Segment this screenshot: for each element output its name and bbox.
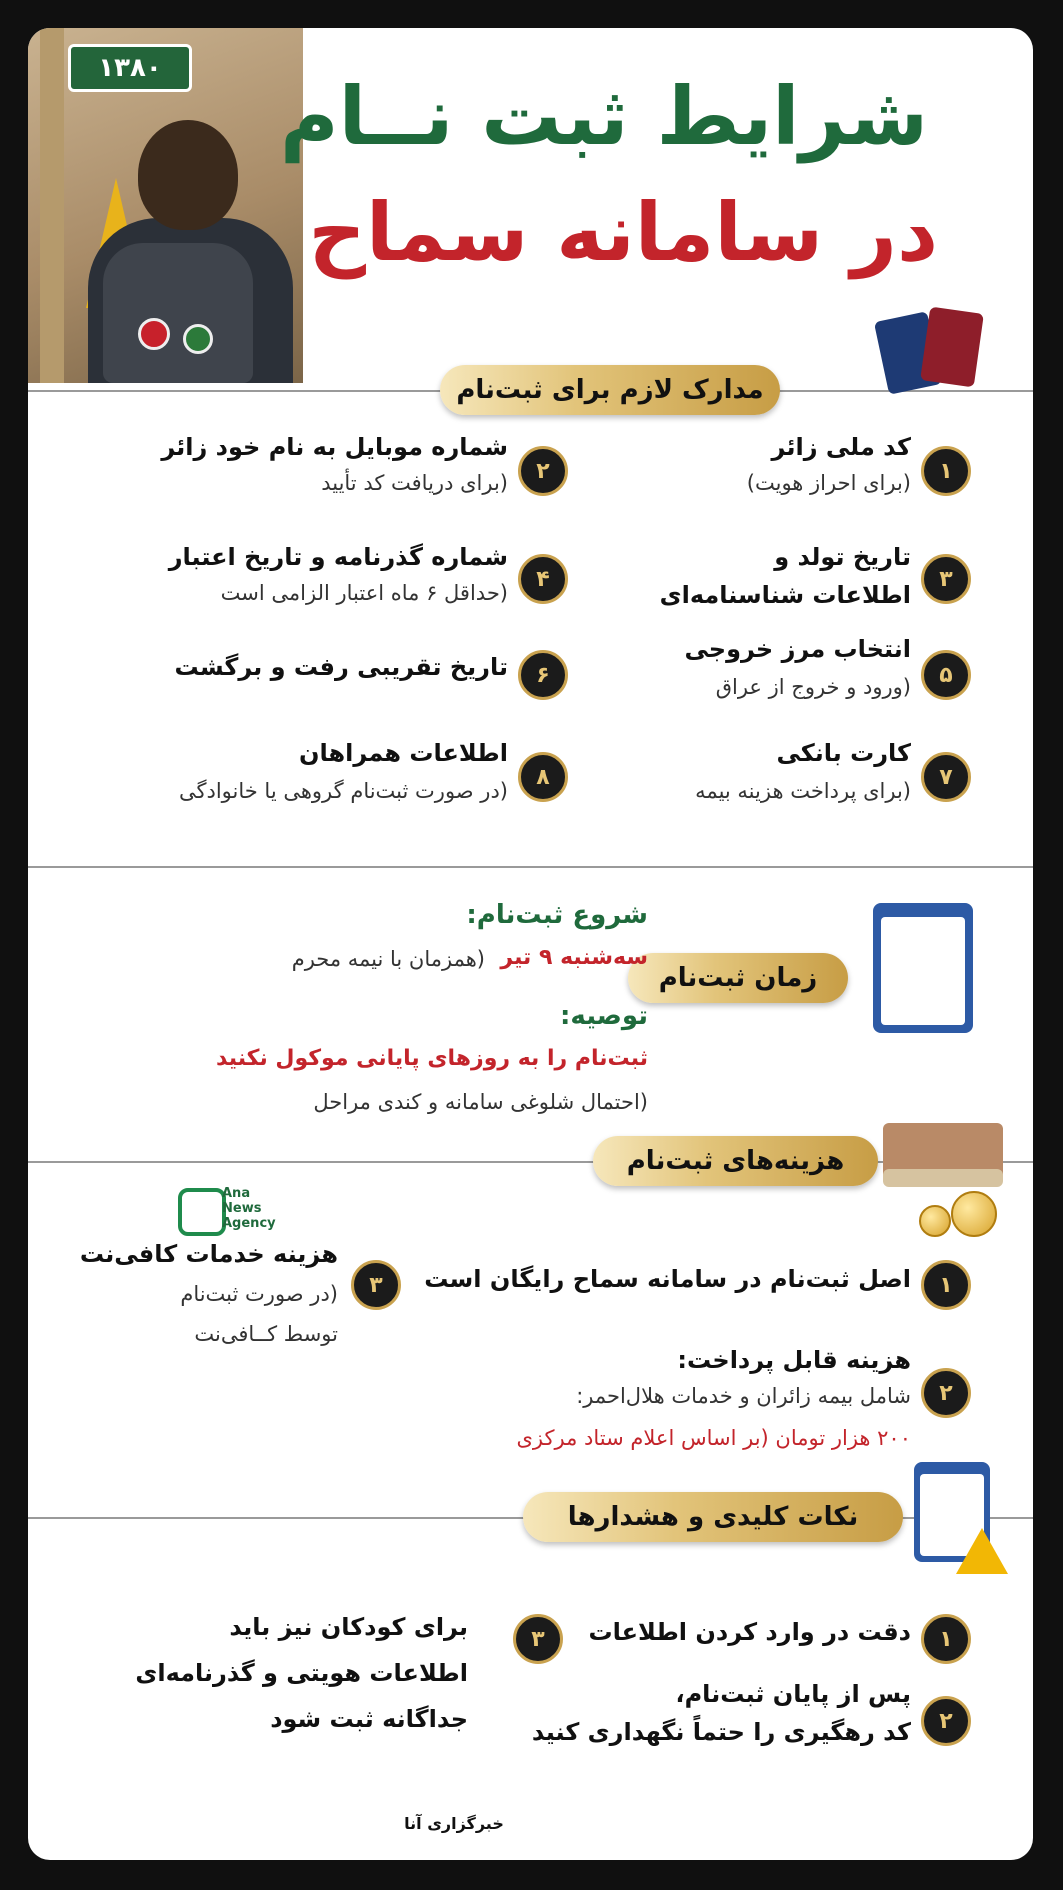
timing-start-date: سه‌شنبه ۹ تیر bbox=[500, 945, 648, 970]
tip-item-3-title: برای کودکان نیز باید bbox=[229, 1613, 468, 1641]
tip-badge-2: ۲ bbox=[921, 1696, 971, 1746]
timing-advice-text: ثبت‌نام را به روزهای پایانی موکول نکنید bbox=[216, 1046, 648, 1071]
tip-item-2-title2: کد رهگیری را حتماً نگهداری کنید bbox=[531, 1718, 911, 1746]
title-line-1: شرایط ثبت نــام bbox=[279, 70, 928, 163]
doc-item-2-sub: (برای دریافت کد تأیید bbox=[321, 471, 508, 495]
pilgrim-head bbox=[138, 120, 238, 230]
doc-item-7-sub: (برای پرداخت هزینه بیمه bbox=[695, 779, 911, 803]
ana-logo-icon bbox=[178, 1188, 226, 1236]
doc-item-2-title: شماره موبایل به نام خود زائر bbox=[161, 433, 508, 461]
doc-item-7-title: کارت بانکی bbox=[776, 739, 911, 767]
tip-badge-3: ۳ bbox=[513, 1614, 563, 1664]
hero-photo bbox=[28, 28, 303, 383]
doc-badge-5: ۵ bbox=[921, 650, 971, 700]
tip-item-2-title: پس از پایان ثبت‌نام، bbox=[675, 1680, 911, 1708]
backpack-pin-green bbox=[183, 324, 213, 354]
doc-badge-3: ۳ bbox=[921, 554, 971, 604]
doc-item-5-title: انتخاب مرز خروجی bbox=[684, 635, 911, 663]
ana-logo-text: Ana News Agency bbox=[222, 1186, 276, 1231]
cost-item-3-title: هزینه خدمات کافی‌نت bbox=[79, 1240, 338, 1268]
timing-heading: زمان ثبت‌نام bbox=[628, 953, 848, 1003]
timing-start-note: (همزمان با نیمه محرم bbox=[291, 947, 485, 971]
title-line-2: در سامانه سماح bbox=[308, 186, 938, 279]
doc-item-8-sub: (در صورت ثبت‌نام گروهی یا خانوادگی bbox=[178, 779, 508, 803]
backpack-pin-red bbox=[138, 318, 170, 350]
cost-item-2-title: هزینه قابل پرداخت: bbox=[677, 1346, 911, 1374]
tips-heading: نکات کلیدی و هشدارها bbox=[523, 1492, 903, 1542]
doc-item-1-sub: (برای احراز هویت) bbox=[746, 471, 911, 495]
doc-badge-6: ۶ bbox=[518, 650, 568, 700]
doc-item-8-title: اطلاعات همراهان bbox=[299, 739, 508, 767]
clipboard-form-icon bbox=[863, 893, 993, 1043]
tip-item-3-title2: اطلاعات هویتی و گذرنامه‌ای bbox=[135, 1659, 468, 1687]
footer-agency-label: خبرگزاری آنا bbox=[392, 1806, 516, 1840]
doc-item-6-title: تاریخ تقریبی رفت و برگشت bbox=[174, 653, 508, 681]
tip-item-3-title3: جداگانه ثبت شود bbox=[270, 1705, 468, 1733]
tip-item-1-title: دقت در وارد کردن اطلاعات bbox=[588, 1618, 911, 1646]
timing-start-label: شروع ثبت‌نام: bbox=[466, 900, 648, 930]
doc-item-1-title: کد ملی زائر bbox=[771, 433, 911, 461]
cost-badge-2: ۲ bbox=[921, 1368, 971, 1418]
timing-advice-note: (احتمال شلوغی سامانه و کندی مراحل bbox=[313, 1090, 648, 1114]
costs-heading: هزینه‌های ثبت‌نام bbox=[593, 1136, 878, 1186]
cost-item-3-sub: (در صورت ثبت‌نام bbox=[180, 1282, 338, 1306]
divider-timing bbox=[28, 866, 1033, 868]
doc-badge-1: ۱ bbox=[921, 446, 971, 496]
cost-item-2-sub: شامل بیمه زائران و خدمات هلال‌احمر: bbox=[576, 1384, 911, 1408]
money-coins-icon bbox=[873, 1113, 1013, 1243]
doc-badge-2: ۲ bbox=[518, 446, 568, 496]
doc-badge-7: ۷ bbox=[921, 752, 971, 802]
doc-badge-4: ۴ bbox=[518, 554, 568, 604]
doc-item-4-sub: (حداقل ۶ ماه اعتبار الزامی است bbox=[220, 581, 508, 605]
cost-badge-3: ۳ bbox=[351, 1260, 401, 1310]
street-sign: ۱۳۸۰ bbox=[68, 44, 192, 92]
street-pole bbox=[40, 28, 64, 383]
documents-heading: مدارک لازم برای ثبت‌نام bbox=[440, 365, 780, 415]
tip-badge-1: ۱ bbox=[921, 1614, 971, 1664]
timing-advice-label: توصیه: bbox=[560, 1001, 648, 1031]
doc-item-4-title: شماره گذرنامه و تاریخ اعتبار bbox=[168, 543, 508, 571]
cost-badge-1: ۱ bbox=[921, 1260, 971, 1310]
doc-item-5-sub: (ورود و خروج از عراق bbox=[715, 675, 911, 699]
warning-clipboard-icon bbox=[908, 1456, 1018, 1581]
backpack bbox=[103, 243, 253, 383]
doc-item-3-title2: اطلاعات شناسنامه‌ای bbox=[659, 581, 911, 609]
cost-item-1-title: اصل ثبت‌نام در سامانه سماح رایگان است bbox=[424, 1265, 911, 1293]
infographic-card bbox=[28, 28, 1033, 1860]
cost-item-2-amount: ۲۰۰ هزار تومان (بر اساس اعلام ستاد مرکزی bbox=[516, 1426, 911, 1450]
doc-item-3-title: تاریخ تولد و bbox=[774, 543, 911, 571]
passport-icon bbox=[863, 296, 1003, 406]
cost-item-3-sub2: توسط کــافی‌نت bbox=[194, 1322, 338, 1346]
doc-badge-8: ۸ bbox=[518, 752, 568, 802]
